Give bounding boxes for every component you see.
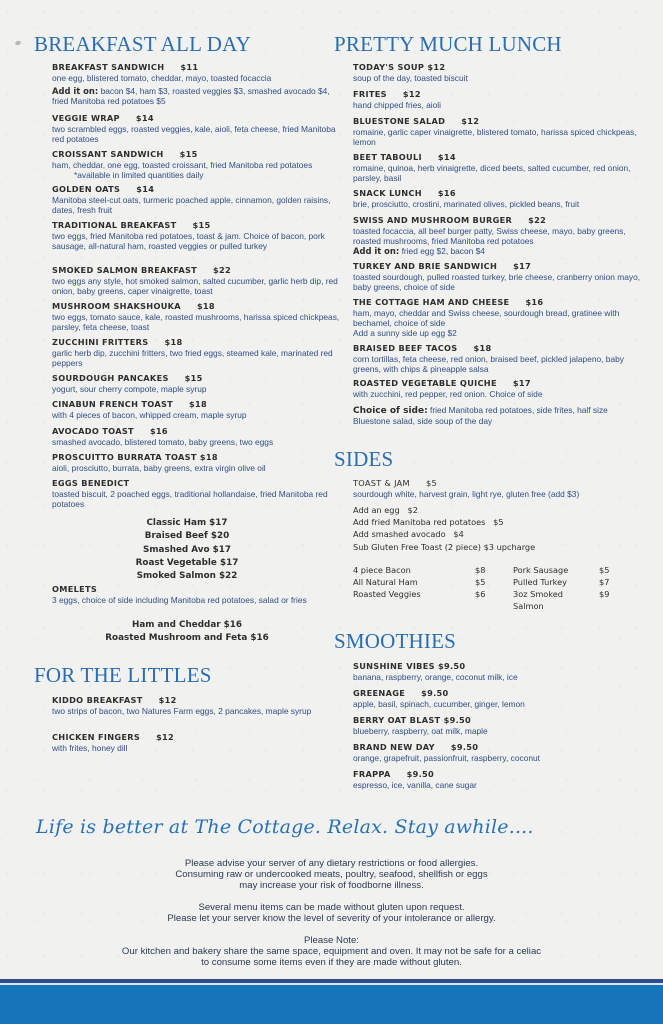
menu-item [52,337,342,368]
item-desc: ham, cheddar, one egg, toasted croissant, fried Manitoba red potatoes [52,160,313,170]
option: Roast Vegetable $17 [135,557,239,568]
menu-item [353,152,643,183]
item-desc: brie, prosciutto, crostini, marinated olives, pickled beans, fruit [353,199,580,209]
item-price: $14 [136,184,155,194]
notice-line: Please advise your server of any dietary restrictions or food allergies. [184,858,479,869]
menu-item [353,116,643,147]
item-price: $18 [189,399,208,409]
item-desc: two strips of bacon, two Natures Farm eggs, 2 pancakes, maple syrup [52,706,312,716]
celiac-notice [40,935,623,969]
item-desc: apple, basil, spinach, cucumber, ginger, lemon [353,699,525,709]
allergy-notice [40,858,623,892]
item-name: TRADITIONAL BREAKFAST [52,220,177,230]
menu-item [353,378,643,399]
item-desc: two eggs any style, hot smoked salmon, salted cucumber, garlic herb dip, red onion, baby greens, caper vinaigrette, toast [52,276,338,296]
item-price: $15 [192,220,211,230]
option: Smoked Salmon $22 [136,571,238,582]
item-name: BREAKFAST SANDWICH [52,62,165,72]
item-extra: Add a sunny side up egg $2 [353,328,457,338]
notice-line: Please let your server know the level of severity of your intolerance or allergy. [167,913,496,925]
item-price: $17 [513,261,532,271]
item-name: SNACK LUNCH [353,188,422,198]
side-price: $7 [599,577,610,587]
menu-item [52,265,342,296]
item-name: BERRY OAT BLAST [353,715,441,725]
benedict-options [52,517,322,583]
item-desc: one egg, blistered tomato, cheddar, mayo, toasted focaccia [52,73,272,83]
item-price: $9.50 [421,688,449,698]
item-name: BRAISED BEEF TACOS [353,343,458,353]
bottom-band [0,985,663,1024]
side-name: Pulled Turkey [513,577,568,587]
item-desc: corn tortillas, feta cheese, red onion, braised beef, pickled jalapeno, baby greens, with chips & pineapple salsa [353,354,624,374]
item-desc: toasted sourdough, pulled roasted turkey, brie cheese, cranberry onion mayo, baby greens, choice of side [353,272,641,292]
addon-note [52,86,342,106]
item-name: EGGS BENEDICT [52,478,130,488]
item-name: THE COTTAGE HAM AND CHEESE [353,297,510,307]
item-name: BEET TABOULI [353,152,422,162]
menu-item [353,769,643,790]
section-title-sides: SIDES [334,447,394,471]
paper-speck [14,40,21,46]
menu-item [52,732,342,753]
item-desc: yogurt, sour cherry compote, maple syrup [52,384,207,394]
item-name: TURKEY AND BRIE SANDWICH [353,261,498,271]
item-desc: hand chipped fries, aioli [353,100,441,110]
menu-item [353,478,643,499]
item-price: $15 [179,149,198,159]
item-price: $18 [196,301,215,311]
section-title-littles: FOR THE LITTLES [34,663,212,687]
item-price: $5 [425,478,437,488]
option: Classic Ham $17 [146,518,228,528]
choice-of-side-note [353,405,643,426]
menu-item [52,301,342,332]
item-price: $16 [149,426,168,436]
item-price: $9.50 [450,742,479,752]
item-name: TODAY'S SOUP [353,62,425,72]
gluten-notice [40,902,623,924]
item-name: TOAST & JAM [353,478,410,488]
item-price: $16 [437,188,456,198]
item-name: MUSHROOM SHAKSHOUKA [52,301,181,311]
item-note: *available in limited quantities daily [74,170,204,180]
side-price: $5 [475,577,486,587]
option: Braised Beef $20 [144,531,230,542]
side-addon: Add an egg $2 [353,505,418,515]
item-price: $11 [180,62,199,72]
side-price: $9 [599,589,610,599]
side-name: Roasted Veggies [353,589,421,599]
item-desc: with zucchini, red pepper, red onion. Choice of side [353,389,543,399]
menu-item [353,742,643,763]
menu-item [353,297,643,338]
omelet-options [52,619,322,646]
item-price: $18 [164,337,183,347]
item-desc: toasted biscuit, 2 poached eggs, traditional hollandaise, fried Manitoba red potatoes [52,489,328,509]
item-name: CINABUN FRENCH TOAST [52,399,174,409]
menu-item [353,215,643,256]
item-name: CROISSANT SANDWICH [52,149,164,159]
item-desc: soup of the day, toasted biscuit [353,73,468,83]
menu-item [353,89,643,110]
item-name: PROSCUITTO BURRATA TOAST [52,452,197,462]
menu-item [353,261,643,292]
choice-label: Choice of side: [353,406,428,416]
section-title-breakfast: BREAKFAST ALL DAY [34,32,251,56]
item-desc: two eggs, fried Manitoba red potatoes, toast & jam. Choice of bacon, pork sausage, all-natural ham, roasted veggies or pulled turkey [52,231,325,251]
side-price: $5 [599,565,610,575]
item-price: $17 [512,378,531,388]
side-price: $6 [475,589,486,599]
item-price: $22 [213,265,232,275]
menu-item [52,149,342,180]
side-name: All Natural Ham [353,577,418,587]
notice-line: may increase your risk of foodborne illness. [239,880,424,892]
sides-grid [353,564,643,612]
menu-item [52,399,342,420]
item-desc: blueberry, raspberry, oat milk, maple [353,726,488,736]
item-name: BRAND NEW DAY [353,742,435,752]
menu-item [353,688,643,709]
item-price: $16 [525,297,544,307]
item-price: $14 [437,152,456,162]
choice-text: fried Manitoba red potatoes, side frites, half size Bluestone salad, side soup of the day [353,405,608,426]
menu-item [353,715,643,736]
item-name: GOLDEN OATS [52,184,121,194]
item-name: AVOCADO TOAST [52,426,134,436]
side-addon: Sub Gluten Free Toast (2 piece) $3 upcharge [353,541,536,552]
menu-item [52,184,342,215]
item-name: VEGGIE WRAP [52,113,120,123]
addon-label: Add it on: [353,246,400,256]
item-name: SOURDOUGH PANCAKES [52,373,169,383]
item-price: $9.50 [443,715,471,725]
section-title-smoothies: SMOOTHIES [334,629,456,653]
menu-item [353,343,643,374]
side-addons [353,504,643,553]
side-price: $8 [475,565,486,575]
side-name: Pork Sausage [513,565,569,575]
side-name: 4 piece Bacon [353,565,411,575]
side-addon: Add fried Manitoba red potatoes $5 [353,517,504,528]
side-name: 3oz Smoked Salmon [513,589,563,611]
item-desc: smashed avocado, blistered tomato, baby greens, two eggs [52,437,274,447]
menu-item [353,188,643,209]
addon-label: Add it on: [52,86,99,96]
item-desc: with 4 pieces of bacon, whipped cream, maple syrup [52,410,247,420]
item-name: BLUESTONE SALAD [353,116,446,126]
item-price: $14 [135,113,154,123]
menu-item [52,373,342,394]
menu-item [52,584,342,605]
notice-line: Please Note: [304,935,359,946]
item-name: SUNSHINE VIBES [353,661,435,671]
item-name: SMOKED SALMON BREAKFAST [52,265,198,275]
item-price: $12 [156,732,175,742]
item-price: $12 [427,62,446,72]
item-desc: romaine, garlic caper vinaigrette, blistered tomato, harissa spiced chickpeas, lemon [353,127,637,147]
item-name: SWISS AND MUSHROOM BURGER [353,215,513,225]
item-desc: ham, mayo, cheddar and Swiss cheese, sourdough bread, gratinee with bechamel, choice of side [353,308,620,328]
item-desc: two scrambled eggs, roasted veggies, kale, aioli, feta cheese, fried Manitoba red potatoes [52,124,336,144]
item-price: $9.50 [406,769,435,779]
item-desc: aioli, prosciutto, burrata, baby greens, extra virgin olive oil [52,463,266,473]
option: Smashed Avo $17 [143,544,231,555]
addon-text: fried egg $2, bacon $4 [401,246,485,256]
item-name: GREENAGE [353,688,406,698]
menu-item [52,113,342,144]
item-price: $12 [158,695,177,705]
item-price: $12 [402,89,421,99]
menu-item [52,426,342,447]
item-name: KIDDO BREAKFAST [52,695,143,705]
item-desc: Manitoba steel-cut oats, turmeric poached apple, cinnamon, golden raisins, dates, fresh fruit [52,195,331,215]
item-name: FRITES [353,89,387,99]
item-desc: garlic herb dip, zucchini fritters, two fried eggs, steamed kale, marinated red peppers [52,348,333,368]
item-desc: 3 eggs, choice of side including Manitoba red potatoes, salad or fries [52,595,307,605]
menu-item [52,695,342,716]
notice-line: Our kitchen and bakery share the same space, equipment and oven. It may not be safe for a celiac [121,946,542,958]
item-name: OMELETS [52,584,98,594]
item-price: $18 [473,343,492,353]
notice-line: to consume some items even if they are made without gluten. [201,957,462,969]
menu-item [52,62,342,83]
item-name: CHICKEN FINGERS [52,732,141,742]
section-title-lunch: PRETTY MUCH LUNCH [334,32,562,56]
menu-item [353,62,643,83]
option: Roasted Mushroom and Feta $16 [105,633,269,644]
item-name: ZUCCHINI FRITTERS [52,337,149,347]
item-desc: two eggs, tomato sauce, kale, roasted mushrooms, harissa spiced chickpeas, parsley, feta cheese, toast [52,312,340,332]
option: Ham and Cheddar $16 [131,620,243,630]
notice-line: Several menu items can be made without gluten upon request. [198,902,465,913]
tagline: Life is better at The Cottage. Relax. Stay awhile.... [36,816,534,838]
menu-item [353,661,643,682]
item-desc: orange, grapefruit, passionfruit, raspberry, coconut [353,753,540,763]
menu-item [52,220,342,251]
item-price: $18 [199,452,218,462]
item-price: $15 [184,373,203,383]
menu-item [52,478,342,509]
side-addon: Add smashed avocado $4 [353,529,464,540]
item-name: FRAPPA [353,769,391,779]
item-desc: espresso, ice, vanilla, cane sugar [353,780,477,790]
menu-item [52,452,342,473]
item-desc: romaine, quinoa, herb vinaigrette, diced beets, salted cucumber, red onion, parsley, basil [353,163,631,183]
notice-line: Consuming raw or undercooked meats, poultry, seafood, shellfish or eggs [175,869,488,881]
item-desc: with frites, honey dill [52,743,128,753]
item-price: $12 [461,116,480,126]
item-price: $9.50 [437,661,466,671]
item-desc: banana, raspberry, orange, coconut milk, ice [353,672,518,682]
item-desc: toasted focaccia, all beef burger patty, Swiss cheese, mayo, baby greens, roasted mushrooms, fried Manitoba red potatoes [353,226,626,246]
item-price: $22 [528,215,547,225]
item-desc: sourdough white, harvest grain, light rye, gluten free (add $3) [353,489,580,499]
addon-text: bacon $4, ham $3, roasted veggies $3, smashed avocado $4, fried Manitoba red potatoes $5 [52,86,330,106]
item-name: ROASTED VEGETABLE QUICHE [353,378,497,388]
